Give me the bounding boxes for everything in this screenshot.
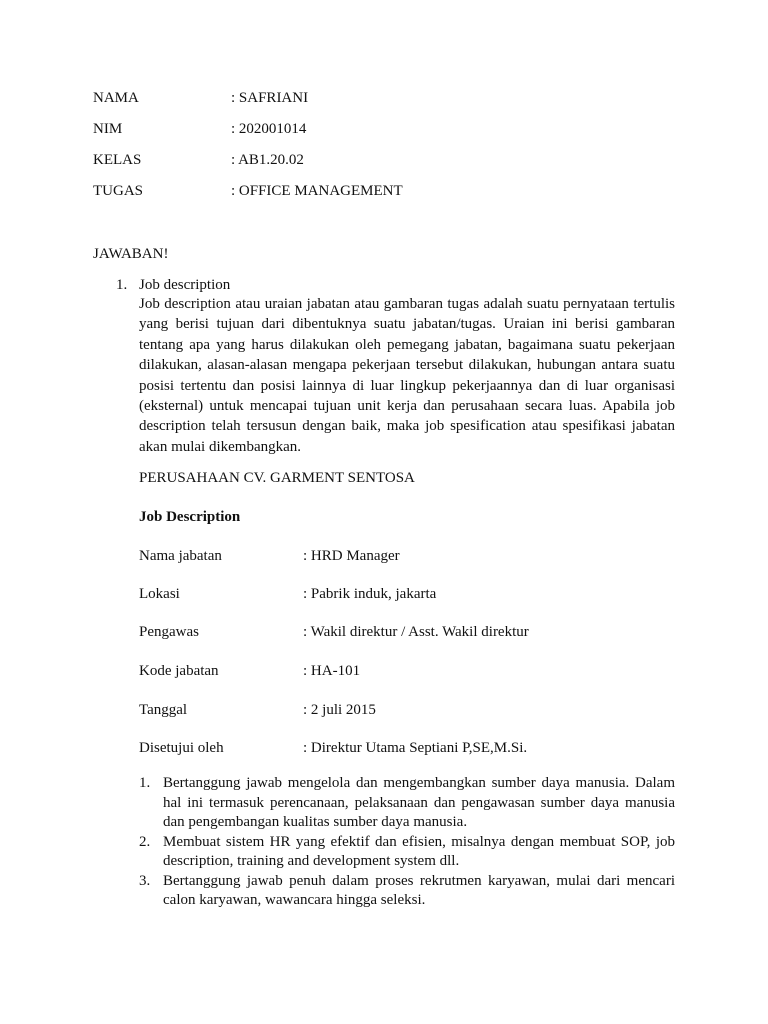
list-item — [139, 833, 675, 872]
item-number: 1. — [116, 277, 128, 293]
list-item-text: Bertanggung jawab mengelola dan mengembangkan sumber daya manusia. Dalam hal ini termasuk perencanaan, pelaksanaan dan pengawasan sumber daya manusia dan pengembangan kualitas sumber daya manusia. — [163, 775, 675, 830]
list-item — [139, 872, 675, 911]
label-tugas: TUGAS — [93, 183, 144, 199]
duties-list — [139, 774, 675, 911]
detail-label: Lokasi — [139, 586, 180, 602]
list-item-number: 2. — [139, 833, 151, 850]
company-name: PERUSAHAAN CV. GARMENT SENTOSA — [139, 470, 415, 486]
label-nama: NAMA — [93, 90, 139, 106]
list-item-text: Membuat sistem HR yang efektif dan efisien, misalnya dengan membuat SOP, job description, training and development system dll. — [163, 833, 675, 869]
detail-label: Disetujui oleh — [139, 740, 224, 756]
jd-title: Job Description — [139, 509, 241, 525]
detail-label: Kode jabatan — [139, 663, 219, 679]
job-description-paragraph: Job description atau uraian jabatan atau gambaran tugas adalah suatu pernyataan tertulis yang berisi tujuan dari dibentuknya suatu jabatan/tugas. Uraian ini berisi gambaran tentang apa yang harus dilakukan oleh pemegang jabatan, bagaimana suatu pekerjaan dilakukan, alasan-alasan mengapa pekerjaan tersebut dilakukan, hubungan antara suatu posisi tertentu dan posisi lainnya di luar lingkup pekerjaannya dan di luar organisasi (eksternal) untuk mencapai tujuan unit kerja dan perusahaan secara luas. Apabila job description telah tersusun dengan baik, maka job spesification atau spesifikasi jabatan akan mulai dikembangkan. — [139, 296, 675, 455]
value-nama: : SAFRIANI — [231, 90, 309, 106]
detail-value: : HA-101 — [303, 663, 361, 679]
detail-value: : HRD Manager — [303, 548, 400, 564]
list-item — [139, 774, 675, 833]
detail-label: Tanggal — [139, 702, 188, 718]
detail-label: Pengawas — [139, 624, 199, 640]
value-kelas: : AB1.20.02 — [231, 152, 304, 168]
label-kelas: KELAS — [93, 152, 142, 168]
detail-value: : Pabrik induk, jakarta — [303, 586, 437, 602]
list-item-text: Bertanggung jawab penuh dalam proses rekrutmen karyawan, mulai dari mencari calon karyawan, wawancara hingga seleksi. — [163, 872, 675, 908]
detail-value: : Wakil direktur / Asst. Wakil direktur — [303, 624, 529, 640]
value-tugas: : OFFICE MANAGEMENT — [231, 183, 403, 199]
detail-label: Nama jabatan — [139, 548, 222, 564]
label-nim: NIM — [93, 121, 123, 137]
detail-value: : Direktur Utama Septiani P,SE,M.Si. — [303, 740, 528, 756]
list-item-number: 1. — [139, 775, 151, 791]
list-item-number: 3. — [139, 872, 151, 889]
answer-heading: JAWABAN! — [93, 246, 169, 262]
detail-value: : 2 juli 2015 — [303, 702, 376, 718]
value-nim: : 202001014 — [231, 121, 307, 137]
item-title: Job description — [139, 277, 231, 293]
